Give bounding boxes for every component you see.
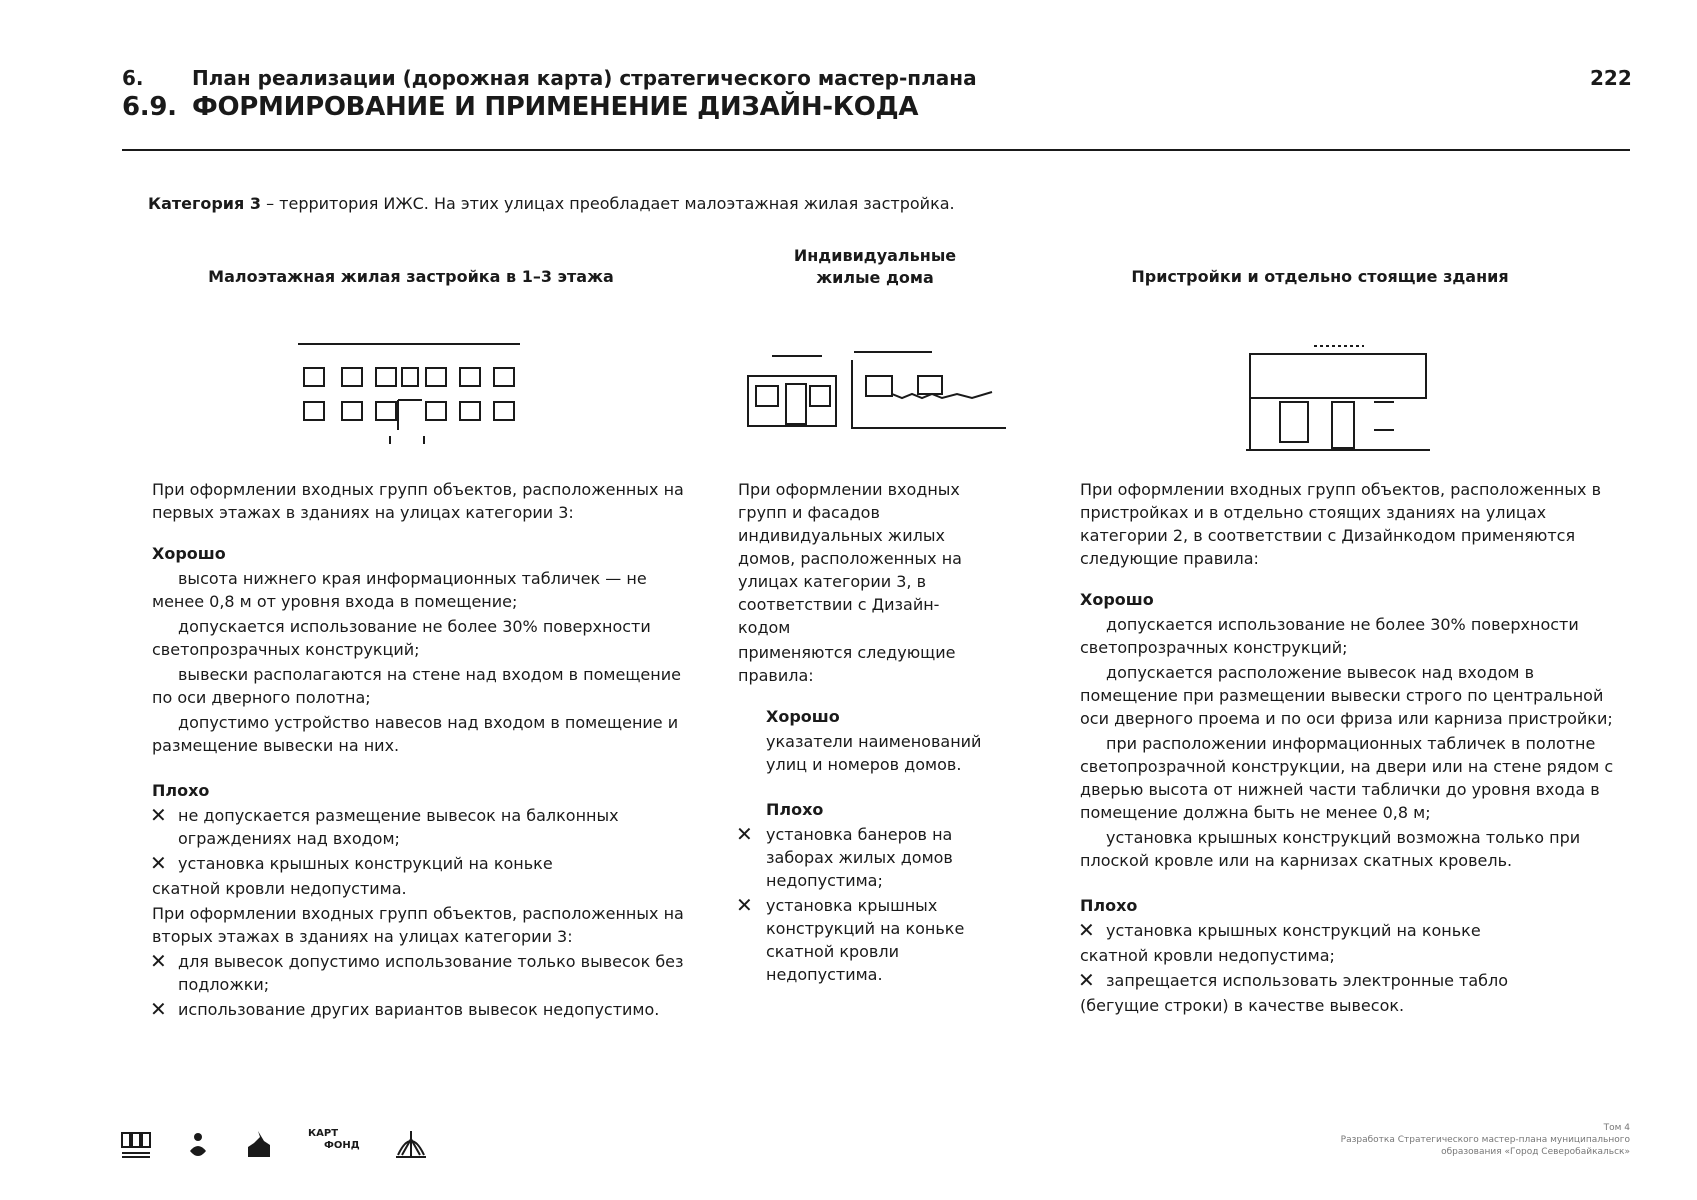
col1-lead: При оформлении входных групп объектов, расположенных на первых этажах в зданиях на улицах категории 3: — [152, 480, 684, 522]
col1-bad-text: использование других вариантов вывесок недопустимо. — [178, 1000, 660, 1019]
section-number: 6. — [122, 66, 144, 90]
intro-label: Категория 3 — [148, 194, 261, 213]
cross-icon: ✕ — [1078, 918, 1095, 942]
bear-logo-icon — [244, 1128, 274, 1162]
col1-bad-text: не допускается размещение вывесок на балконных ограждениях над входом; — [178, 806, 619, 848]
col1-good-item: допускается использование не более 30% поверхности светопрозрачных конструкций; — [152, 617, 651, 659]
col3-title: Пристройки и отдельно стоящие здания — [1131, 267, 1509, 286]
col3-good-item: допускается расположение вывесок над входом в помещение при размещении вывески строго по центральной оси дверного проема и по оси фриза или карниза пристройки; — [1080, 663, 1613, 728]
kartfond-logo-line2: ФОНД — [324, 1140, 360, 1151]
annex-illustration — [1244, 340, 1434, 452]
col3-bad-text: запрещается использовать электронные табло — [1106, 971, 1509, 990]
col1-title: Малоэтажная жилая застройка в 1–3 этажа — [208, 267, 614, 286]
houses-illustration — [742, 346, 1008, 432]
col1-bad-text: установка крышных конструкций на коньке — [178, 854, 553, 873]
col3-bad-label: Плохо — [1080, 896, 1138, 915]
footer-note-line: образования «Город Северобайкальск» — [1441, 1147, 1630, 1157]
col2-lead: При оформлении входных групп и фасадов индивидуальных жилых домов, расположенных на улицах категории 3, в соответствии с Дизайн-кодом — [738, 480, 962, 637]
lowrise-facade-illustration — [290, 336, 530, 452]
intro-text: – территория ИЖС. На этих улицах преобладает малоэтажная жилая застройка. — [261, 194, 955, 213]
col3-good-item: допускается использование не более 30% поверхности светопрозрачных конструкций; — [1080, 615, 1579, 657]
col3-bad-item — [1080, 969, 1620, 992]
col3-text — [1080, 478, 1620, 1019]
cross-icon: ✕ — [736, 822, 753, 846]
col1-bad-item — [152, 950, 692, 996]
kartfond-logo — [308, 1128, 360, 1162]
intro-paragraph — [148, 194, 955, 213]
cross-icon: ✕ — [150, 803, 167, 827]
col2-title: Индивидуальные жилые дома — [793, 246, 957, 287]
col1-bad-item — [152, 804, 692, 850]
col1-good-item: вывески располагаются на стене над входом в помещение по оси дверного полотна; — [152, 665, 681, 707]
col1-bad-label: Плохо — [152, 781, 210, 800]
drop-logo-icon — [186, 1128, 210, 1162]
subsection-title: ФОРМИРОВАНИЕ И ПРИМЕНЕНИЕ ДИЗАЙН-КОДА — [192, 92, 919, 122]
col3-good-item: при расположении информационных табличек в полотне светопрозрачной конструкции, на двери или на стене рядом с дверью высота от нижней части таблички до уровня входа в помещение должна быть не менее 0,8 м; — [1080, 734, 1614, 822]
col2-bad-item — [738, 823, 982, 892]
subsection-heading — [122, 92, 1630, 122]
col2-good-label: Хорошо — [766, 707, 840, 726]
cross-icon: ✕ — [150, 997, 167, 1021]
col1-text — [152, 478, 692, 1023]
footer-note — [1220, 1122, 1630, 1158]
emblem-logo-icon — [394, 1128, 428, 1162]
col3-bad-continuation: (бегущие строки) в качестве вывесок. — [1080, 996, 1405, 1015]
col2-lead-continuation: применяются следующие правила: — [738, 643, 956, 685]
cross-icon: ✕ — [150, 949, 167, 973]
partner-logos — [120, 1128, 428, 1162]
footer-note-line: Разработка Стратегического мастер-плана муниципального — [1340, 1135, 1630, 1145]
section-heading — [122, 66, 1630, 90]
col2-bad-text: установка крышных конструкций на коньке скатной кровли недопустима. — [766, 896, 965, 984]
col2-bad-label: Плохо — [766, 800, 824, 819]
col3-good-label: Хорошо — [1080, 590, 1154, 609]
col2-bad-text: установка банеров на заборах жилых домов недопустима; — [766, 825, 953, 890]
header-divider — [122, 149, 1630, 151]
dom-logo-icon — [120, 1128, 152, 1162]
col3-good-item: установка крышных конструкций возможна только при плоской кровле или на карнизах скатных кровель. — [1080, 828, 1581, 870]
col1-bad-continuation: скатной кровли недопустима. — [152, 879, 407, 898]
page-header — [122, 66, 1630, 122]
cross-icon: ✕ — [736, 893, 753, 917]
col1-bad-item — [152, 852, 692, 875]
col1-bad-text: для вывесок допустимо использование только вывесок без подложки; — [178, 952, 684, 994]
col2-text — [738, 478, 982, 988]
kartfond-logo-line1: КАРТ — [308, 1128, 339, 1139]
col3-bad-text: установка крышных конструкций на коньке — [1106, 921, 1481, 940]
col3-bad-continuation: скатной кровли недопустима; — [1080, 946, 1335, 965]
page-number: 222 — [1590, 66, 1632, 90]
col1-bad-item — [152, 998, 692, 1021]
footer-note-line: Том 4 — [1603, 1123, 1630, 1133]
section-title: План реализации (дорожная карта) стратегического мастер-плана — [192, 66, 977, 90]
col2-bad-item — [738, 894, 982, 986]
cross-icon: ✕ — [1078, 968, 1095, 992]
col1-good-item: высота нижнего края информационных табличек — не менее 0,8 м от уровня входа в помещение; — [152, 569, 647, 611]
col2-rules — [738, 705, 982, 821]
cross-icon: ✕ — [150, 851, 167, 875]
col3-lead: При оформлении входных групп объектов, расположенных в пристройках и в отдельно стоящих зданиях на улицах категории 2, в соответствии с Дизайнкодом применяются следующие правила: — [1080, 480, 1602, 568]
col1-good-item: допустимо устройство навесов над входом в помещение и размещение вывески на них. — [152, 713, 679, 755]
subsection-number: 6.9. — [122, 92, 177, 122]
col1-good-label: Хорошо — [152, 544, 226, 563]
col1-lead2: При оформлении входных групп объектов, расположенных на вторых этажах в зданиях на улицах категории 3: — [152, 904, 684, 946]
col2-good-item: указатели наименований улиц и номеров домов. — [766, 732, 982, 774]
col3-bad-item — [1080, 919, 1620, 942]
